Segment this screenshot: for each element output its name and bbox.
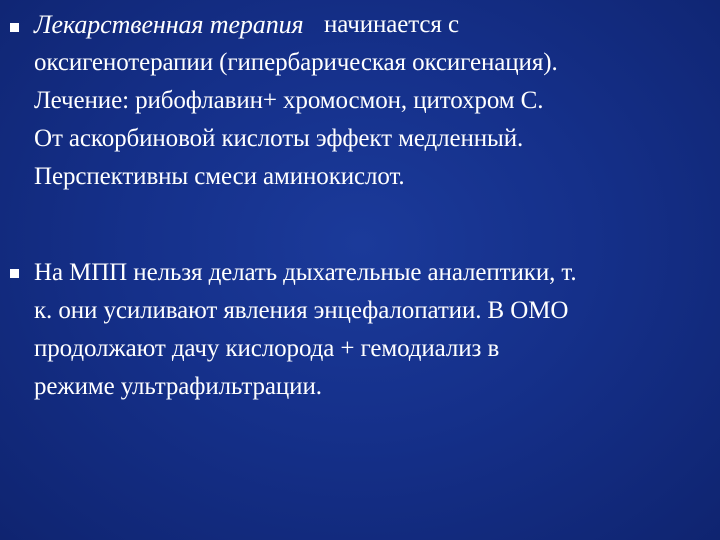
- italic-heading: Лекарственная терапия: [34, 10, 304, 39]
- heading-continuation: начинается с: [324, 11, 459, 38]
- bullet-text: [34, 6, 718, 196]
- text-line: оксигенотерапии (гипербарическая оксигенация).: [34, 49, 558, 76]
- text-line: режиме ультрафильтрации.: [34, 373, 322, 400]
- text-line: От аскорбиновой кислоты эффект медленный.: [34, 125, 524, 152]
- square-bullet-icon: [10, 269, 19, 278]
- bullet-first-line: [34, 6, 718, 44]
- bullet-text: [34, 254, 718, 406]
- text-line: На МПП нельзя делать дыхательные аналептики, т.: [34, 259, 577, 286]
- text-line: продолжают дачу кислорода + гемодиализ в: [34, 335, 500, 362]
- text-line: Лечение: рибофлавин+ хромосмон, цитохром С.: [34, 87, 544, 114]
- text-line: Перспективны смеси аминокислот.: [34, 163, 405, 190]
- square-bullet-icon: [10, 23, 19, 32]
- text-line: к. они усиливают явления энцефалопатии. В ОМО: [34, 297, 569, 324]
